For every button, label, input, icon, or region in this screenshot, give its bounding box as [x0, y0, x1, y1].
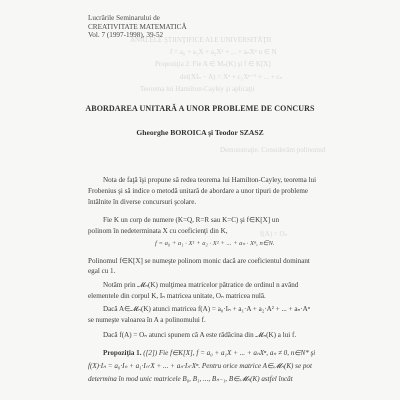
proposition-label: Propoziţia 1.: [103, 349, 142, 357]
body-line: determina în mod unic matricele B₀, B₁, ..., Bₙ₋₁, B∈𝓜ₙ(K) astfel încât: [88, 375, 293, 383]
bleed-text: Propoziţia 2. Fie A ∈ Mₙ(K) şi f ∈ K[X]: [155, 60, 271, 68]
bleed-text: f = a₀ + a₁X + a₂X² + ... + aₙXⁿ n ∈ N: [170, 48, 277, 56]
bleed-text: Demonstraţie. Considerăm polinomul: [220, 146, 326, 154]
bleed-text: f(A) = Oₙ: [260, 230, 288, 238]
header-line: Lucrările Seminarului de: [88, 14, 160, 22]
polynomial-formula: f = a₀ + a₁ · X¹ + a₂ · X² + ... + aₙ · Xⁿ, n∈N.: [155, 240, 275, 247]
body-line: Dacă A∈𝓜ₙ(K) atunci matricea f(A) = a₀·Iₙ + a₁·A + a₂·A² + ... + aₙ·Aⁿ: [103, 305, 311, 313]
body-line: Polinomul f∈K[X] se numeşte polinom monic dacă are coeficientul dominant: [88, 257, 310, 265]
body-line: Dacă f(A) = Oₙ atunci spunem că A este rădăcina din 𝓜ₙ(K) a lui f.: [103, 331, 297, 339]
body-line: Notăm prin 𝓜ₙ(K) mulţimea matricelor pătratice de ordinul n având: [103, 281, 299, 289]
proposition-text: ([2]) Fie f∈K[X], f = a₀ + a₁X + ... + aₙXⁿ, aₙ ≠ 0, n∈N* şi: [143, 349, 316, 357]
proposition: [103, 348, 315, 357]
body-line: întâlnite în diverse concursuri şcolare.: [88, 198, 197, 206]
bleed-text: det(XIₙ − A) = Xⁿ + c₁Xⁿ⁻¹ + ... + cₙ: [180, 73, 283, 81]
paper-title: ABORDAREA UNITARĂ A UNOR PROBLEME DE CONCURS: [85, 104, 315, 113]
bleed-text: ANALELE ŞTIINŢIFICE ALE UNIVERSITĂŢII: [130, 36, 272, 44]
header-line: CREATIVITATE MATEMATICĂ: [88, 22, 187, 31]
body-line: Fie K un corp de numere (K=Q, R=R sau K=C) şi f∈K[X] un: [103, 216, 279, 224]
body-line: polinom în nedeterminata X cu coeficienţi din K,: [88, 227, 228, 235]
body-line: egal cu 1.: [88, 267, 116, 275]
header-line: Vol. 7 (1997-1998), 39-52: [88, 31, 164, 40]
body-line: se numeşte valoarea în A a polinomului f.: [88, 316, 206, 324]
body-line: f(X)·Iₙ = a₀·Iₙ + a₁·Iₙ·X + ... + aₙ·Iₙ·Xⁿ. Pentru orice matrice A∈𝓜ₙ(K) se pot: [88, 362, 312, 370]
body-line: Nota de faţă îşi propune să redea teorema lui Hamilton-Cayley, teorema lui: [103, 176, 317, 184]
paper-authors: Gheorghe BOROICA şi Teodor SZASZ: [136, 128, 264, 137]
body-line: elementele din corpul K, Iₙ matricea unitate, Oₙ matricea nulă.: [88, 292, 266, 300]
body-line: Frobenius şi să indice o metodă unitară de abordare a unor tipuri de probleme: [88, 187, 309, 195]
journal-header: [88, 14, 187, 40]
bleed-text: Teorema lui Hamilton-Cayley şi aplicaţii: [140, 85, 255, 93]
